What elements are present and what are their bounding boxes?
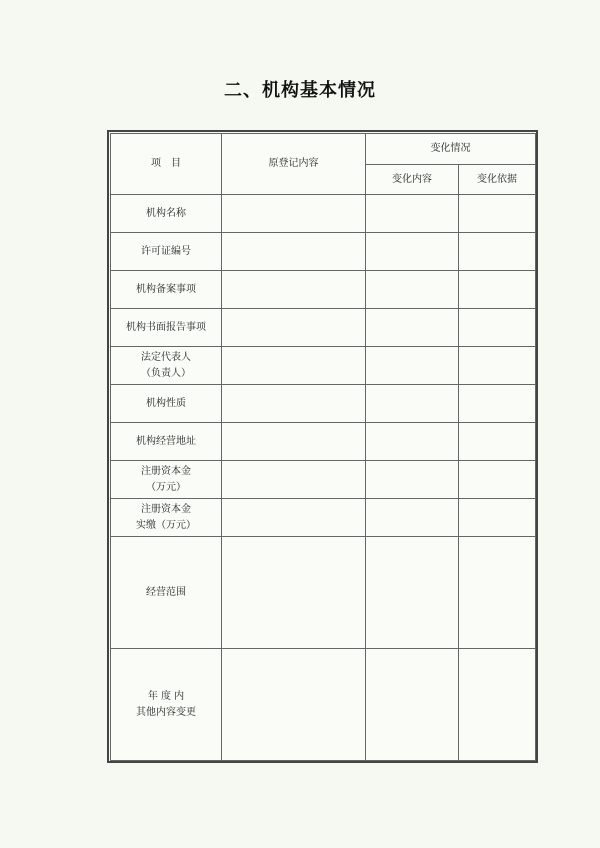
change-basis-cell — [459, 499, 536, 537]
header-item: 项 目 — [111, 134, 222, 195]
change-content-cell — [366, 499, 459, 537]
original-content-cell — [222, 423, 366, 461]
row-label: 机构书面报告事项 — [111, 309, 222, 347]
table-row — [111, 649, 536, 761]
table-row — [111, 271, 536, 309]
original-content-cell — [222, 385, 366, 423]
original-content-cell — [222, 347, 366, 385]
change-basis-cell — [459, 423, 536, 461]
table-row — [111, 537, 536, 649]
change-content-cell — [366, 423, 459, 461]
change-basis-cell — [459, 233, 536, 271]
original-content-cell — [222, 461, 366, 499]
change-content-cell — [366, 385, 459, 423]
row-label: 机构性质 — [111, 385, 222, 423]
row-label: 年 度 内 其他内容变更 — [111, 649, 222, 761]
change-basis-cell — [459, 461, 536, 499]
change-content-cell — [366, 461, 459, 499]
original-content-cell — [222, 537, 366, 649]
row-label: 注册资本金 （万元） — [111, 461, 222, 499]
change-basis-cell — [459, 309, 536, 347]
change-content-cell — [366, 271, 459, 309]
change-content-cell — [366, 649, 459, 761]
row-label: 经营范围 — [111, 537, 222, 649]
basic-info-table — [110, 133, 536, 761]
table-row — [111, 233, 536, 271]
original-content-cell — [222, 309, 366, 347]
table-row — [111, 309, 536, 347]
change-basis-cell — [459, 347, 536, 385]
table-row — [111, 385, 536, 423]
change-basis-cell — [459, 195, 536, 233]
change-content-cell — [366, 347, 459, 385]
table-row — [111, 499, 536, 537]
header-change-situation: 变化情况 — [366, 134, 536, 165]
table-row — [111, 195, 536, 233]
change-content-cell — [366, 309, 459, 347]
change-content-cell — [366, 195, 459, 233]
original-content-cell — [222, 233, 366, 271]
row-label: 法定代表人 （负责人） — [111, 347, 222, 385]
original-content-cell — [222, 499, 366, 537]
header-original-content: 原登记内容 — [222, 134, 366, 195]
row-label: 许可证编号 — [111, 233, 222, 271]
header-change-content: 变化内容 — [366, 165, 459, 195]
change-content-cell — [366, 233, 459, 271]
row-label: 注册资本金 实缴（万元） — [111, 499, 222, 537]
row-label: 机构名称 — [111, 195, 222, 233]
row-label: 机构经营地址 — [111, 423, 222, 461]
change-basis-cell — [459, 385, 536, 423]
original-content-cell — [222, 271, 366, 309]
original-content-cell — [222, 195, 366, 233]
change-basis-cell — [459, 537, 536, 649]
original-content-cell — [222, 649, 366, 761]
change-content-cell — [366, 537, 459, 649]
table-row — [111, 423, 536, 461]
table-row — [111, 461, 536, 499]
row-label: 机构备案事项 — [111, 271, 222, 309]
page-title: 二、机构基本情况 — [224, 80, 376, 101]
table-row — [111, 347, 536, 385]
change-basis-cell — [459, 649, 536, 761]
header-change-basis: 变化依据 — [459, 165, 536, 195]
change-basis-cell — [459, 271, 536, 309]
